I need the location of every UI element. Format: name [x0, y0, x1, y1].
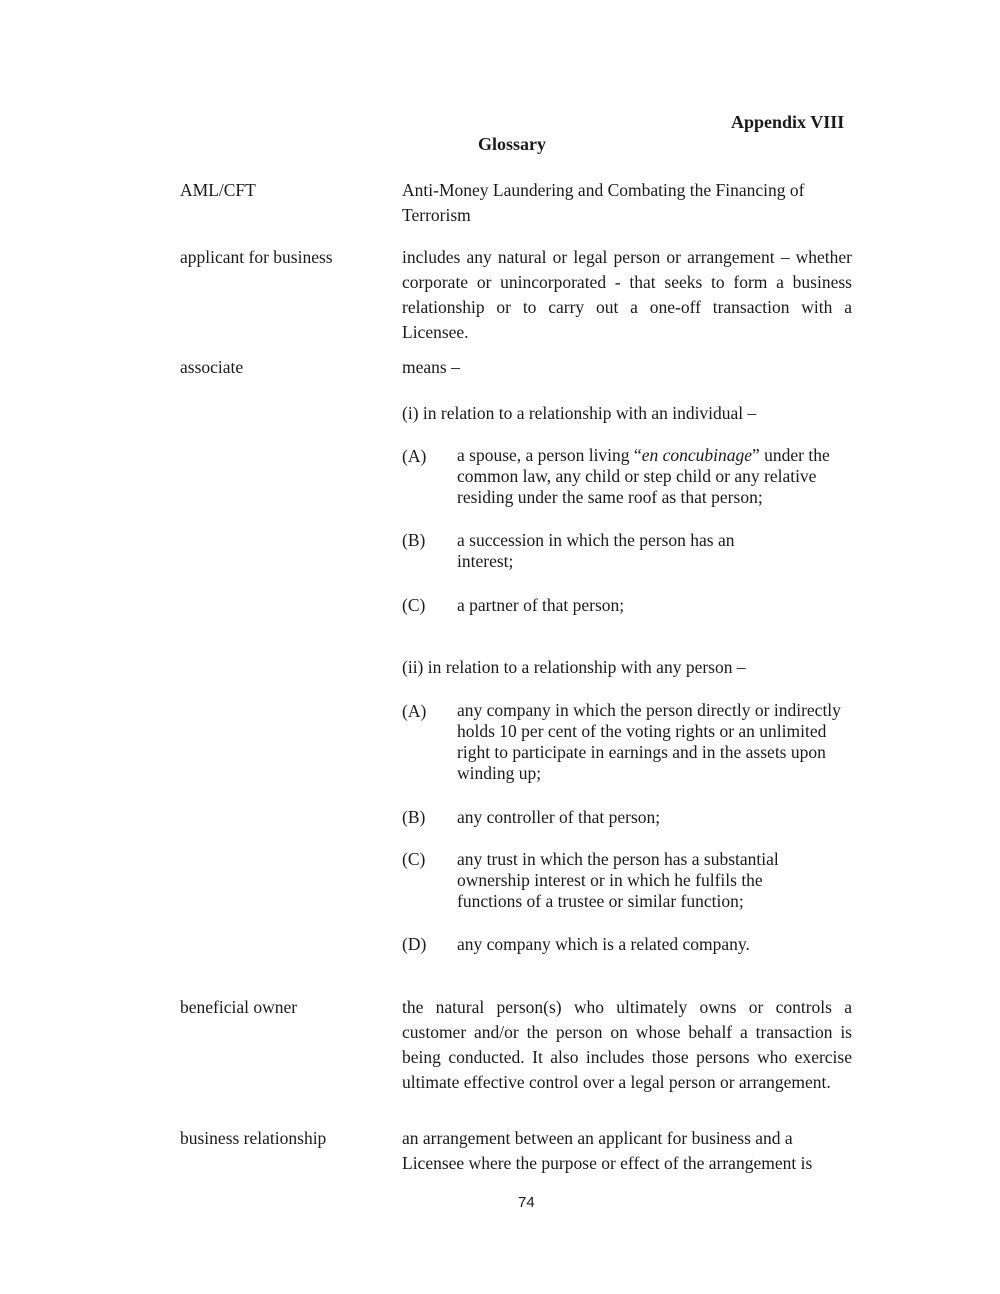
part2-item-a-mark: (A) — [402, 701, 427, 721]
term-business-relationship: business relationship — [180, 1128, 327, 1148]
appendix-label: Appendix VIII — [731, 112, 845, 132]
definition-beneficial-owner: the natural person(s) who ultimately owns or controls a customer and/or the person on whose behalf a transaction is being conducted. It also includes those persons who exercise ultimate effective control over a legal person or arrangement. — [402, 997, 852, 1092]
definition-aml-cft: Anti-Money Laundering and Combating the Financing of Terrorism — [402, 180, 805, 225]
definition-applicant-for-business: includes any natural or legal person or arrangement – whether corporate or unincorporated - that seeks to form a business relationship or to carry out a one-off transaction with a Licensee. — [402, 247, 852, 342]
part2-item-b-text: any controller of that person; — [457, 807, 661, 827]
part2-item-c-mark: (C) — [402, 849, 426, 869]
term-beneficial-owner: beneficial owner — [180, 997, 298, 1017]
page-number: 74 — [518, 1194, 535, 1211]
definition-business-relationship: an arrangement between an applicant for business and a Licensee where the purpose or effect of the arrangement is — [402, 1128, 813, 1173]
part1-item-a-mark: (A) — [402, 446, 427, 466]
part1-item-c-mark: (C) — [402, 595, 426, 615]
associate-intro: means – — [402, 357, 460, 377]
associate-part1-heading: (i) in relation to a relationship with an individual – — [402, 403, 757, 423]
part2-item-b-mark: (B) — [402, 807, 426, 827]
part1-item-c-text: a partner of that person; — [457, 595, 625, 615]
part1-item-b-text: a succession in which the person has an interest; — [457, 530, 735, 571]
part2-item-d-mark: (D) — [402, 934, 427, 954]
part2-item-a-text: any company in which the person directly or indirectly holds 10 per cent of the voting rights or an unlimited right to participate in earnings and in the assets upon winding up; — [457, 700, 841, 783]
term-applicant-for-business: applicant for business — [180, 247, 333, 267]
associate-part2-heading: (ii) in relation to a relationship with any person – — [402, 657, 746, 677]
term-aml-cft: AML/CFT — [180, 180, 256, 200]
part1-item-b-mark: (B) — [402, 530, 426, 550]
term-associate: associate — [180, 357, 244, 377]
part2-item-c-text: any trust in which the person has a substantial ownership interest or in which he fulfils the functions of a trustee or similar function; — [457, 849, 779, 911]
page-title: Glossary — [478, 134, 547, 154]
part2-item-d-text: any company which is a related company. — [457, 934, 750, 954]
part1-item-a-text: a spouse, a person living “en concubinage” under the common law, any child or step child or any relative residing under the same roof as that person; — [457, 445, 830, 507]
